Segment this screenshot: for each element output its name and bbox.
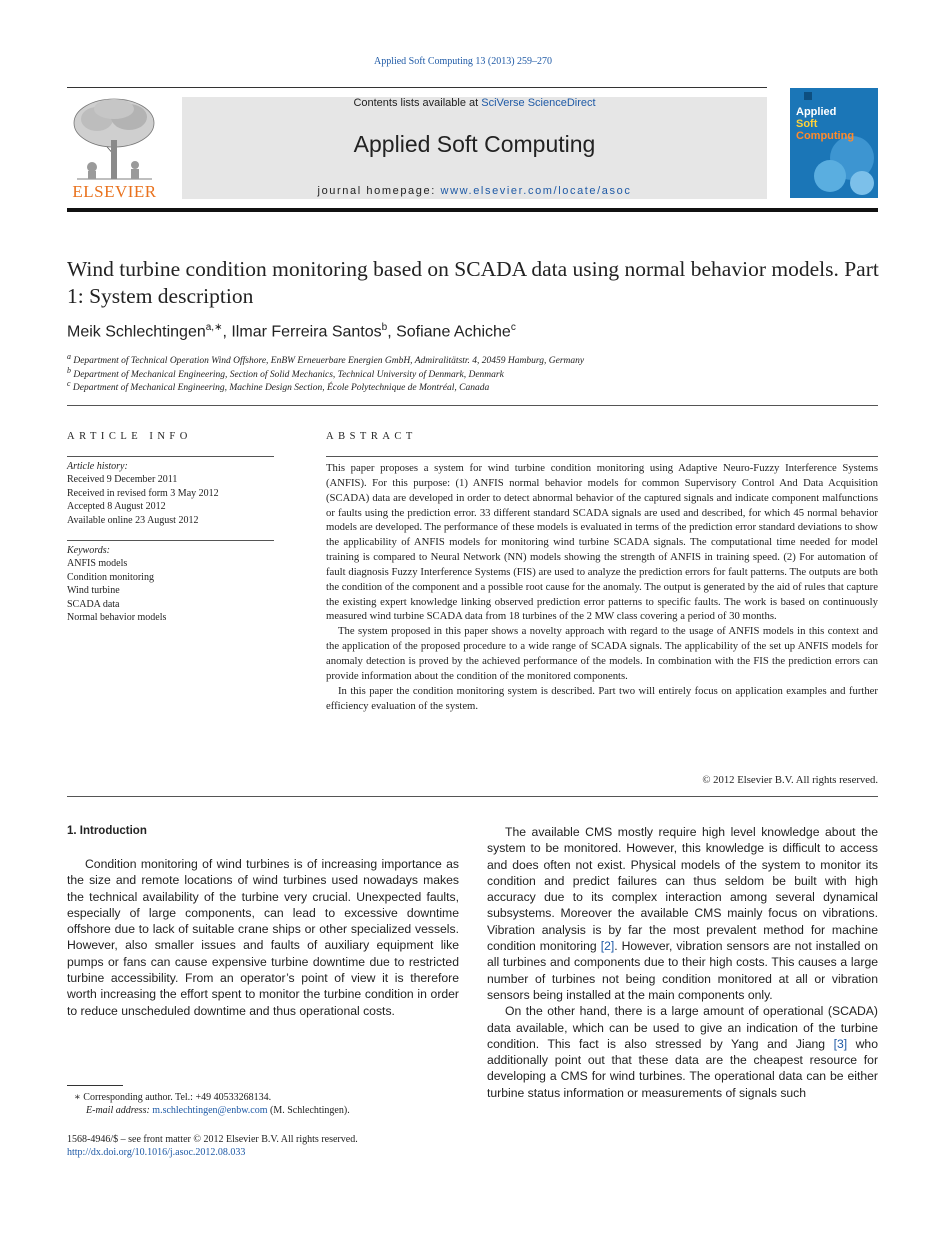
affiliation: [67, 379, 867, 393]
keywords: [67, 544, 277, 624]
author-affil-mark[interactable]: b: [381, 322, 388, 333]
author-affil-mark[interactable]: a,∗: [205, 322, 223, 333]
article-history: [67, 460, 277, 527]
doi-link[interactable]: [67, 1146, 467, 1159]
homepage-link[interactable]: www.elsevier.com/locate/asoc: [440, 185, 632, 197]
history-item: Available online 23 August 2012: [67, 514, 199, 526]
author-name[interactable]: Ilmar Ferreira Santos: [231, 323, 382, 341]
history-item: Received 9 December 2011: [67, 474, 178, 486]
abstract-copyright: © 2012 Elsevier B.V. All rights reserved.: [702, 774, 878, 786]
journal-title: Applied Soft Computing: [353, 131, 596, 157]
body-text: . However, vibration sensors are not installed on all turbines and components due to their high costs. This causes a large number of turbines not being condition monitored at all or vibration sensors being installed at the main components only.: [487, 939, 878, 1002]
keyword: Wind turbine: [67, 585, 120, 597]
keyword: Condition monitoring: [67, 571, 154, 583]
elsevier-wordmark: ELSEVIER: [72, 182, 157, 201]
affiliation: [67, 352, 867, 366]
abstract-text: [326, 461, 878, 713]
footnote-rule: [67, 1085, 123, 1086]
journal-cover-thumbnail[interactable]: [790, 88, 878, 198]
article-info-rule: [67, 456, 274, 457]
affiliation-text: Department of Technical Operation Wind Offshore, EnBW Erneuerbare Energien GmbH, Admiralitätstr. 4, 20459 Hamburg, Germany: [73, 356, 585, 367]
article-title: Wind turbine condition monitoring based on SCADA data using normal behavior models. Part 1: System description: [67, 257, 879, 308]
body-text: who additionally point out that these data are the cheapest resource for developing a CMS for wind turbines. The operational data can be either turbine status information or measurements of signals such: [487, 1036, 878, 1100]
journal-reference[interactable]: Applied Soft Computing 13 (2013) 259–270: [373, 56, 553, 67]
keyword: SCADA data: [67, 598, 120, 610]
email-note: [86, 1104, 486, 1117]
author-affil-mark[interactable]: c: [510, 322, 516, 333]
citation-link[interactable]: [2]: [600, 939, 615, 954]
history-item: Received in revised form 3 May 2012: [67, 487, 219, 499]
cover-line-1: Applied: [796, 106, 837, 118]
header-rule: [67, 87, 767, 88]
homepage-prefix: journal homepage:: [317, 185, 441, 197]
affiliation-mark: a: [67, 352, 71, 361]
body-text: The available CMS mostly require high level knowledge about the system to be monitored. However, this knowledge is difficult to access and does often not exist. Physical models of the system to monitor its condition and predict failures can thus seldom be built with high accuracy due to its complex interaction among several dynamical subsystems. Moreover the available CMS mainly focus on vibrations. Vibration analysis is by far the most prevalent method for machine condition monitoring: [487, 825, 878, 954]
contents-prefix: Contents lists available at: [353, 97, 482, 109]
doi-link-text[interactable]: http://dx.doi.org/10.1016/j.asoc.2012.08.033: [67, 1147, 246, 1158]
body-column-left: [67, 856, 459, 1019]
author-name[interactable]: Meik Schlechtingen: [67, 323, 206, 341]
abstract-rule: [326, 456, 878, 457]
email-link[interactable]: m.schlechtingen@enbw.com: [152, 1105, 268, 1116]
abstract-paragraph: In this paper the condition monitoring system is described. Part two will entirely focus on application examples and further efficiency evaluation of the system.: [326, 684, 878, 712]
affiliation-mark: b: [67, 366, 71, 375]
abstract-paragraph: The system proposed in this paper shows a novelty approach with regard to the usage of ANFIS models in this context and the application of the proposed procedure to a wide range of SCADA signals. The applicability of the set up ANFIS models for anomaly detection is proved by the achieved performance of the models. In combination with the FIS the prediction errors can provide information about the condition of the monitored components.: [326, 625, 878, 682]
keywords-label: Keywords:: [67, 545, 110, 556]
body-paragraph: [487, 1003, 878, 1101]
article-info-heading: ARTICLE INFO: [67, 431, 192, 442]
history-label: Article history:: [67, 461, 128, 472]
cover-line-2: Soft: [796, 118, 818, 130]
citation-link[interactable]: [3]: [833, 1036, 848, 1051]
email-suffix: (M. Schlechtingen).: [267, 1105, 350, 1116]
author-name[interactable]: Sofiane Achiche: [396, 323, 511, 341]
homepage-line: [182, 185, 767, 197]
body-paragraph: [487, 824, 878, 1003]
body-text: On the other hand, there is a large amount of operational (SCADA) data available, which can be used to give an indication of the turbine condition. This fact is also stressed by Yang and Jiang: [487, 1004, 878, 1051]
keyword: Normal behavior models: [67, 612, 167, 624]
author-list: Meik Schlechtingen$^{a,∗}$, Ilmar Ferreira Santos$^b$, Sofiane Achiche$^c$: [67, 322, 516, 341]
keyword: ANFIS models: [67, 558, 128, 570]
section-rule: [67, 405, 878, 406]
abstract-heading: ABSTRACT: [326, 431, 417, 442]
body-paragraph: Condition monitoring of wind turbines is of increasing importance as the size and remote locations of wind turbines used nowadays makes the technical availability of the turbine very crucial. Unexpected faults, especially of large components, can lead to excessive downtime offshore due to lack of suitable crane ships or other specialized vessels. However, also smaller issues and faults of auxiliary equipment like pumps or fans can cause expensive turbine downtime due to restricted turbine accessibility. From an operator’s point of view it is therefore worth increasing the effort spent to monitor the turbine condition in order to reduce unscheduled downtime and thus operational costs.: [67, 857, 459, 1018]
abstract-paragraph: This paper proposes a system for wind turbine condition monitoring using Adaptive Neuro-Fuzzy Interference Systems (ANFIS). For this purpose: (1) ANFIS normal behavior models for common Supervisory Control And Data Acquisition (SCADA) data are developed in order to detect abnormal behavior of the captured signals and indicate component malfunctions or faults using the prediction error. 33 different standard SCADA signals are used and described, for which 45 normal behavior models are developed. The performance of these models is evaluated in terms of the prediction error standard deviations to show the applicability of ANFIS models for monitoring wind turbine SCADA signals. The computational time needed for model training is compared to Neural Network (NN) models showing the strength of ANFIS in training speed. (2) For automation of fault diagnosis Fuzzy Interference Systems (FIS) are used to analyze the prediction errors for fault patterns. The outputs are both the condition of the component and a possible root cause for the anomaly. The output is generated by the aid of rules that capture the existing expert knowledge linking observed prediction error patterns to specific faults. The work is based on continuously measured wind turbine SCADA data from 18 turbines of the 2 MW class covering a period of 30 months.: [326, 462, 878, 623]
contents-line: [182, 97, 767, 109]
body-column-right: [487, 824, 878, 1101]
email-label: E-mail address:: [86, 1105, 153, 1116]
corresponding-author-note: ∗ Corresponding author. Tel.: +49 40533268134.: [74, 1092, 272, 1103]
section-rule: [67, 796, 878, 797]
cover-line-3: Computing: [796, 130, 855, 142]
affiliation-mark: c: [67, 379, 71, 388]
introduction-heading: 1. Introduction: [67, 825, 147, 837]
header-thick-rule: [67, 208, 878, 212]
issn-line: 1568-4946/$ – see front matter © 2012 Elsevier B.V. All rights reserved.: [67, 1134, 358, 1145]
history-item: Accepted 8 August 2012: [67, 501, 166, 513]
sciencedirect-link[interactable]: SciVerse ScienceDirect: [481, 97, 596, 109]
article-info-rule: [67, 540, 274, 541]
affiliation-text: Department of Mechanical Engineering, Section of Solid Mechanics, Technical University of Denmark, Denmark: [73, 370, 504, 381]
affiliation-text: Department of Mechanical Engineering, Machine Design Section, École Polytechnique de Montréal, Canada: [72, 383, 490, 394]
